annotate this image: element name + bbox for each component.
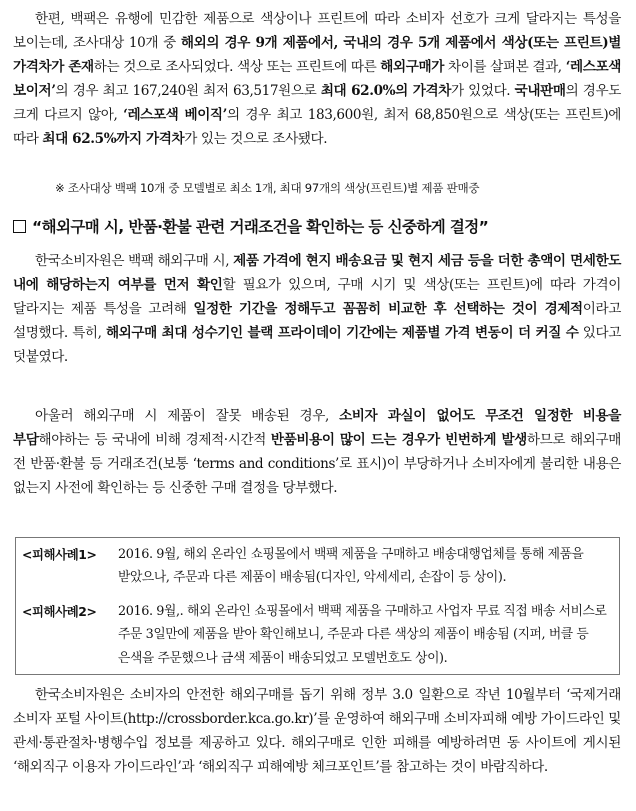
- section-heading-text: “해외구매 시, 반품·환불 관련 거래조건을 확인하는 등 신중하게 결정”: [32, 218, 489, 236]
- emphasis: 제품 가격에 현지 배송요금 및 현지 세금 등을 더한 총액이 면세한도 내에 해당하는지 여부를 먼저 확인: [13, 253, 621, 293]
- case-tag: <피해사례2>: [22, 604, 97, 619]
- emphasis: ‘레스포색 보이저’: [13, 58, 621, 99]
- case-text: 2016. 9월,. 해외 온라인 쇼핑몰에서 백팩 제품을 구매하고 사업자 무료 직접 배송 서비스로 주문 3일만에 제품을 받아 확인해보니, 주문과 다른 색상의 제품이 배송됨 (지퍼, 버클 등 은색을 주문했으나 금색 제품이 배송되었고 모델번호도 상이).: [118, 604, 607, 666]
- emphasis: 반품비용이 많이 드는 경우가 빈번하게 발생: [270, 431, 527, 448]
- footnote: ※ 조사대상 백팩 10개 중 모델별로 최소 1개, 최대 97개의 색상(프린트)별 제품 판매중: [55, 181, 480, 195]
- emphasis: 소비자 과실이 없어도 무조건 일정한 비용을 부담: [13, 408, 621, 448]
- paragraph-consumer-portal: 한국소비자원은 소비자의 안전한 해외구매를 돕기 위해 정부 3.0 일환으로 작년 10월부터 ‘국제거래 소비자 포털 사이트(http://crossborder.kca.go.kr)’를 운영하여 해외구매 소비자피해 예방 가이드라인 및 관세·통관절차·병행수입 정보를 제공하고 있다. 해외구매로 인한 피해를 예방하려면 동 사이트에 게시된 ‘해외직구 이용자 가이드라인’과 ‘해외직구 피해예방 체크포인트’를 참고하는 것이 바람직하다.: [13, 687, 621, 775]
- emphasis: 해외의 경우 9개 제품에서, 국내의 경우 5개 제품에서 색상(또는 프린트)별 가격차가 존재: [13, 34, 621, 75]
- paragraph-return-conditions: 아울러 해외구매 시 제품이 잘못 배송된 경우, 소비자 과실이 없어도 무조건 일정한 비용을 부담해야하는 등 국내에 비해 경제적·시간적 반품비용이 많이 드는 경우가 빈번하게 발생하므로 해외구매 전 반품·환불 등 거래조건(보통 ‘terms and conditions’로 표시)이 부당하거나 소비자에게 불리한 내용은 없는지 사전에 확인하는 등 신중한 구매 결정을 당부했다.: [13, 408, 621, 496]
- paragraph-color-price-gap: 한편, 백팩은 유행에 민감한 제품으로 색상이나 프린트에 따라 소비자 선호가 크게 달라지는 특성을 보이는데, 조사대상 10개 중 해외의 경우 9개 제품에서, 국내의 경우 5개 제품에서 색상(또는 프린트)별 가격차가 존재하는 것으로 조사되었다. 색상 또는 프린트에 따른 해외구매가 차이를 살펴본 결과, ‘레스포색 보이저’의 경우 최고 167,240원 최저 63,517원으로 최대 62.0%의 가격차가 있었다. 국내판매의 경우도 크게 다르지 않아, ‘레스포색 베이직’의 경우 최고 183,600원, 최저 68,850원으로 색상(또는 프린트)에 따라 최대 62.5%까지 가격차가 있는 것으로 조사됐다.: [13, 11, 622, 147]
- section-heading: [13, 215, 625, 239]
- damage-cases-box: [15, 537, 620, 675]
- emphasis: 최대 62.5%까지 가격차: [42, 130, 185, 147]
- emphasis: 최대 62.0%의 가격차: [320, 82, 451, 99]
- emphasis: ‘레스포색 베이직’: [123, 106, 227, 123]
- emphasis: 국내판매: [514, 82, 566, 99]
- emphasis: 일정한 기간을 정해두고 꼼꼼히 비교한 후 선택하는 것이 경제적: [193, 300, 583, 317]
- emphasis: 해외구매 최대 성수기인 블랙 프라이데이 기간에는 제품별 가격 변동이 더 커질 수: [105, 324, 579, 341]
- case-text: 2016. 9월, 해외 온라인 쇼핑몰에서 백팩 제품을 구매하고 배송대행업체를 통해 제품을 받았으나, 주문과 다른 제품이 배송됨(디자인, 악세세리, 손잡이 등 상이).: [118, 547, 584, 586]
- case-tag: <피해사례1>: [22, 547, 97, 562]
- paragraph-buying-advice: 한국소비자원은 백팩 해외구매 시, 제품 가격에 현지 배송요금 및 현지 세금 등을 더한 총액이 면세한도 내에 해당하는지 여부를 먼저 확인할 필요가 있으며, 구매 시기 및 색상(또는 프린트)에 따라 가격이 달라지는 제품 특성을 고려해 일정한 기간을 정해두고 꼼꼼히 비교한 후 선택하는 것이 경제적이라고 설명했다. 특히, 해외구매 최대 성수기인 블랙 프라이데이 기간에는 제품별 가격 변동이 더 커질 수 있다고 덧붙였다.: [13, 253, 621, 365]
- square-bullet-icon: [13, 220, 26, 233]
- emphasis: 해외구매가: [380, 58, 444, 75]
